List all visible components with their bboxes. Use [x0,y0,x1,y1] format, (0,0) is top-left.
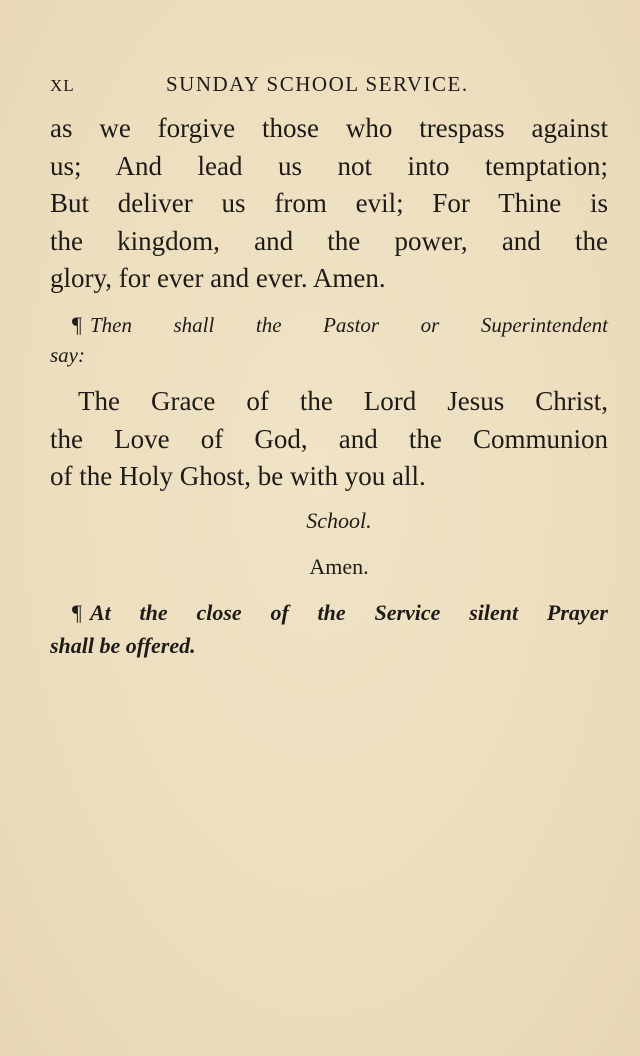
response-speaker: School. [306,508,372,533]
rubric-text: say: [50,343,85,367]
rubric-instruction [50,310,608,370]
closing-rubric [50,596,608,662]
text-line: as we forgive those who trespass against [50,113,608,143]
rubric-text: Then shall the Pastor or Superintendent [89,313,608,337]
text-line: us; And lead us not into temptation; [50,150,608,181]
text-line: But deliver us from evil; For Thine is [50,188,608,218]
running-head: SUNDAY SCHOOL SERVICE. [166,72,469,96]
pilcrow-icon: ¶ [72,600,82,625]
text-line: glory, for ever and ever. Amen. [50,263,386,293]
text-line: the kingdom, and the power, and the [50,225,608,256]
text-line: the Love of God, and the Communion [50,423,608,454]
text-line: The Grace of the Lord Jesus Christ, [78,386,608,416]
pilcrow-icon: ¶ [72,312,82,337]
rubric-text: shall be offered. [50,633,196,658]
benediction-paragraph [50,383,608,496]
prayer-paragraph [50,110,608,298]
response-text: Amen. [309,554,369,579]
text-line: of the Holy Ghost, be with you all. [50,461,426,491]
page-header [50,72,590,102]
page-number: XL [50,76,75,95]
rubric-text: At the close of the Service silent Prayer [89,600,608,625]
